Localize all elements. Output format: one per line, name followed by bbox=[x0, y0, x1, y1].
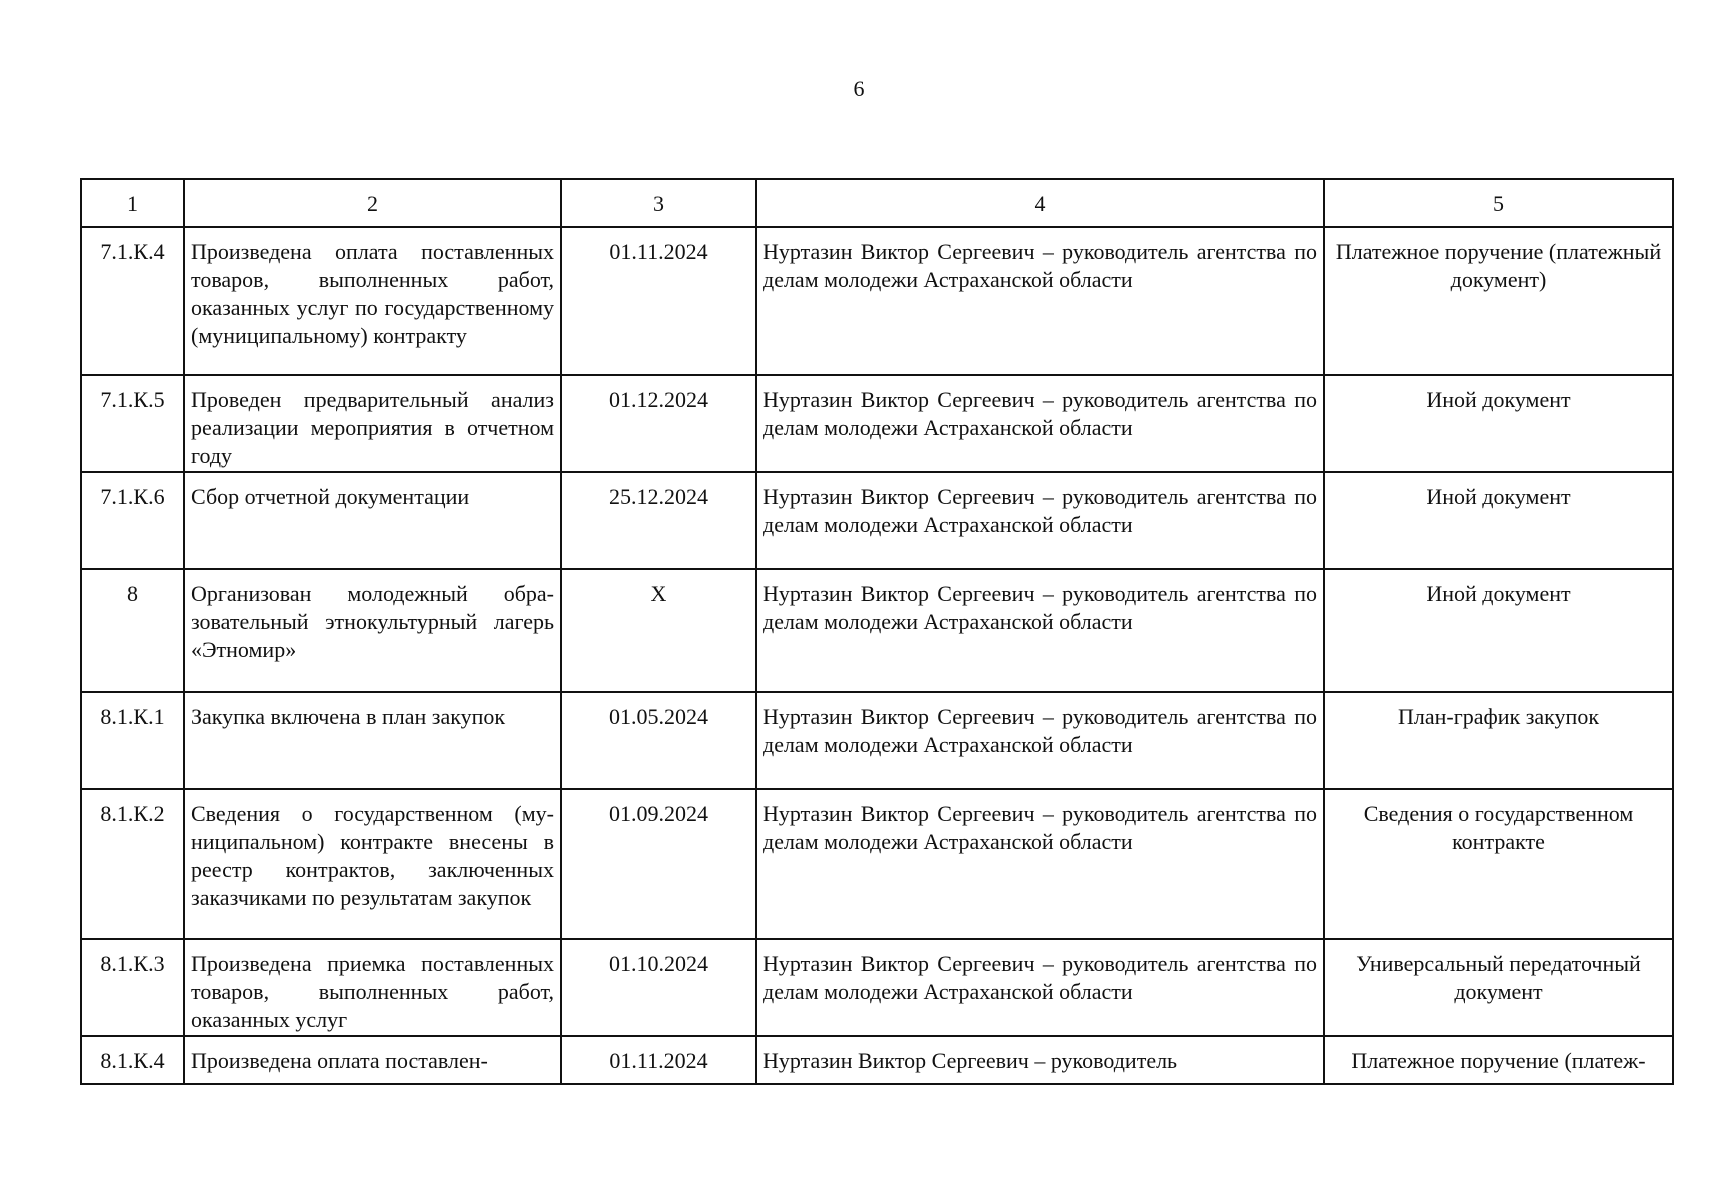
page-number: 6 bbox=[853, 76, 865, 101]
row-description: Сведения о государственном (муниципальном) контракте внесены в реестр контрактов, заключенных заказчиками по результатам закупок bbox=[184, 789, 561, 939]
row-document: Иной документ bbox=[1324, 569, 1673, 692]
row-document: Сведения о государственном контракте bbox=[1324, 789, 1673, 939]
table-row bbox=[81, 472, 1673, 569]
row-description: Произведена приемка поставленных товаров, выполненных работ, оказанных услуг bbox=[184, 939, 561, 1036]
table-row bbox=[81, 789, 1673, 939]
row-document: Иной документ bbox=[1324, 375, 1673, 472]
column-header-2: 2 bbox=[184, 179, 561, 227]
table-row bbox=[81, 375, 1673, 472]
row-number: 8.1.К.4 bbox=[81, 1036, 184, 1084]
row-description: Проведен предварительный анализ реализации мероприятия в отчетном году bbox=[184, 375, 561, 472]
row-responsible: Нуртазин Виктор Сергеевич – руководитель агентства по делам молодежи Астраханской области bbox=[756, 789, 1324, 939]
row-document: Платежное поручение (платеж- bbox=[1324, 1036, 1673, 1084]
table-row bbox=[81, 569, 1673, 692]
table-row bbox=[81, 939, 1673, 1036]
row-date: 01.12.2024 bbox=[561, 375, 756, 472]
row-date: 01.05.2024 bbox=[561, 692, 756, 789]
row-description: Закупка включена в план закупок bbox=[184, 692, 561, 789]
row-description: Сбор отчетной документации bbox=[184, 472, 561, 569]
row-number: 8 bbox=[81, 569, 184, 692]
table-header-row bbox=[81, 179, 1673, 227]
column-header-1: 1 bbox=[81, 179, 184, 227]
row-number: 8.1.К.1 bbox=[81, 692, 184, 789]
row-date: 01.09.2024 bbox=[561, 789, 756, 939]
row-number: 8.1.К.2 bbox=[81, 789, 184, 939]
row-number: 7.1.К.5 bbox=[81, 375, 184, 472]
row-description: Произведена оплата поставленных товаров, выполненных работ, оказанных услуг по государственному (муниципальному) контракту bbox=[184, 227, 561, 375]
row-number: 8.1.К.3 bbox=[81, 939, 184, 1036]
table-row bbox=[81, 227, 1673, 375]
schedule-table bbox=[80, 178, 1674, 1085]
column-header-3: 3 bbox=[561, 179, 756, 227]
row-date: 01.10.2024 bbox=[561, 939, 756, 1036]
row-document: Универсальный передаточный документ bbox=[1324, 939, 1673, 1036]
table-row bbox=[81, 692, 1673, 789]
row-responsible: Нуртазин Виктор Сергеевич – руководитель агентства по делам молодежи Астраханской области bbox=[756, 939, 1324, 1036]
row-date: 01.11.2024 bbox=[561, 227, 756, 375]
row-responsible: Нуртазин Виктор Сергеевич – руководитель bbox=[756, 1036, 1324, 1084]
row-responsible: Нуртазин Виктор Сергеевич – руководитель агентства по делам молодежи Астраханской области bbox=[756, 375, 1324, 472]
row-date: X bbox=[561, 569, 756, 692]
row-document: Платежное поручение (платежный документ) bbox=[1324, 227, 1673, 375]
row-responsible: Нуртазин Виктор Сергеевич – руководитель агентства по делам молодежи Астраханской области bbox=[756, 692, 1324, 789]
row-number: 7.1.К.6 bbox=[81, 472, 184, 569]
row-document: План-график закупок bbox=[1324, 692, 1673, 789]
row-description: Организован молодежный образовательный этнокультурный лагерь «Этномир» bbox=[184, 569, 561, 692]
column-header-5: 5 bbox=[1324, 179, 1673, 227]
table-row bbox=[81, 1036, 1673, 1084]
row-date: 25.12.2024 bbox=[561, 472, 756, 569]
column-header-4: 4 bbox=[756, 179, 1324, 227]
row-responsible: Нуртазин Виктор Сергеевич – руководитель агентства по делам молодежи Астраханской области bbox=[756, 472, 1324, 569]
row-number: 7.1.К.4 bbox=[81, 227, 184, 375]
row-responsible: Нуртазин Виктор Сергеевич – руководитель агентства по делам молодежи Астраханской области bbox=[756, 227, 1324, 375]
row-date: 01.11.2024 bbox=[561, 1036, 756, 1084]
row-description: Произведена оплата поставлен- bbox=[184, 1036, 561, 1084]
row-responsible: Нуртазин Виктор Сергеевич – руководитель агентства по делам молодежи Астраханской области bbox=[756, 569, 1324, 692]
row-document: Иной документ bbox=[1324, 472, 1673, 569]
